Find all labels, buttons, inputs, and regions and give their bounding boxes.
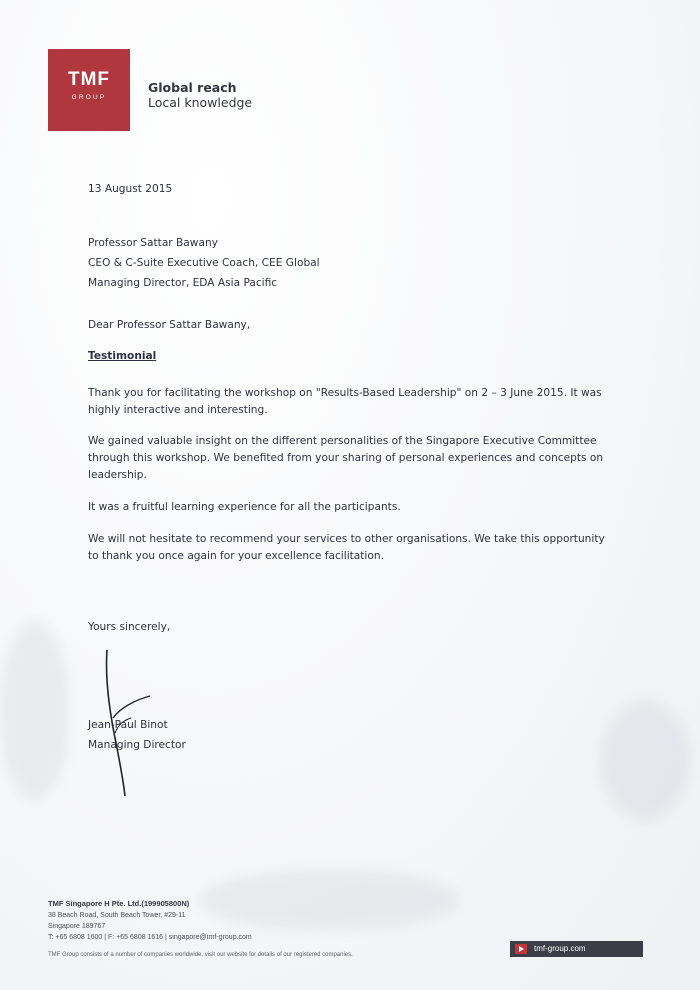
- play-arrow-icon: [515, 944, 527, 954]
- scan-smudge: [600, 700, 690, 820]
- logo-sub-text: GROUP: [71, 94, 107, 101]
- body-paragraph-4: We will not hesitate to recommend your services to other organisations. We take this opportunity to thank you once again for your excellence facilitation.: [88, 533, 605, 562]
- subject-heading: Testimonial: [88, 350, 157, 362]
- scan-smudge: [0, 620, 70, 800]
- recipient-title-1: CEO & C-Suite Executive Coach, CEE Global: [88, 257, 320, 269]
- footer-company: TMF Singapore H Pte. Ltd.(199905800N): [48, 899, 190, 908]
- tagline-line2: Local knowledge: [148, 95, 253, 110]
- letter-date: 13 August 2015: [88, 183, 173, 195]
- signer-title: Managing Director: [88, 739, 186, 751]
- tagline-line1: Global reach: [148, 80, 237, 95]
- footer-address-line-2: Singapore 189767: [48, 923, 106, 930]
- body-paragraph-2: We gained valuable insight on the different personalities of the Singapore Executive Committee through this workshop. We benefited from your sharing of personal experiences and concepts on leadership.: [88, 435, 604, 481]
- signer-block: [88, 715, 608, 755]
- footer-contact: T: +65 6808 1600 | F: +65 6808 1616 | singapore@tmf-group.com: [48, 934, 252, 941]
- footer-address-line-1: 38 Beach Road, South Beach Tower, #29-11: [48, 912, 186, 919]
- closing: Yours sincerely,: [88, 621, 171, 633]
- logo-main-text: TMF: [67, 69, 111, 90]
- recipient-name: Professor Sattar Bawany: [88, 237, 218, 249]
- recipient-address: [88, 233, 608, 293]
- tagline: [148, 80, 252, 110]
- salutation: Dear Professor Sattar Bawany,: [88, 319, 251, 331]
- company-logo: [48, 49, 130, 131]
- body-paragraph-1: Thank you for facilitating the workshop on "Results-Based Leadership" on 2 – 3 June 2015. It was highly interactive and interesting.: [88, 387, 602, 416]
- signer-name: Jean-Paul Binot: [88, 719, 168, 731]
- website-link[interactable]: tmf-group.com: [534, 944, 586, 953]
- scan-smudge: [200, 870, 460, 930]
- website-badge[interactable]: [510, 941, 643, 957]
- recipient-title-2: Managing Director, EDA Asia Pacific: [88, 277, 278, 289]
- footer-note: TMF Group consists of a number of companies worldwide, visit our website for details of our registered companies.: [48, 952, 353, 958]
- body-paragraph-3: It was a fruitful learning experience for all the participants.: [88, 501, 401, 513]
